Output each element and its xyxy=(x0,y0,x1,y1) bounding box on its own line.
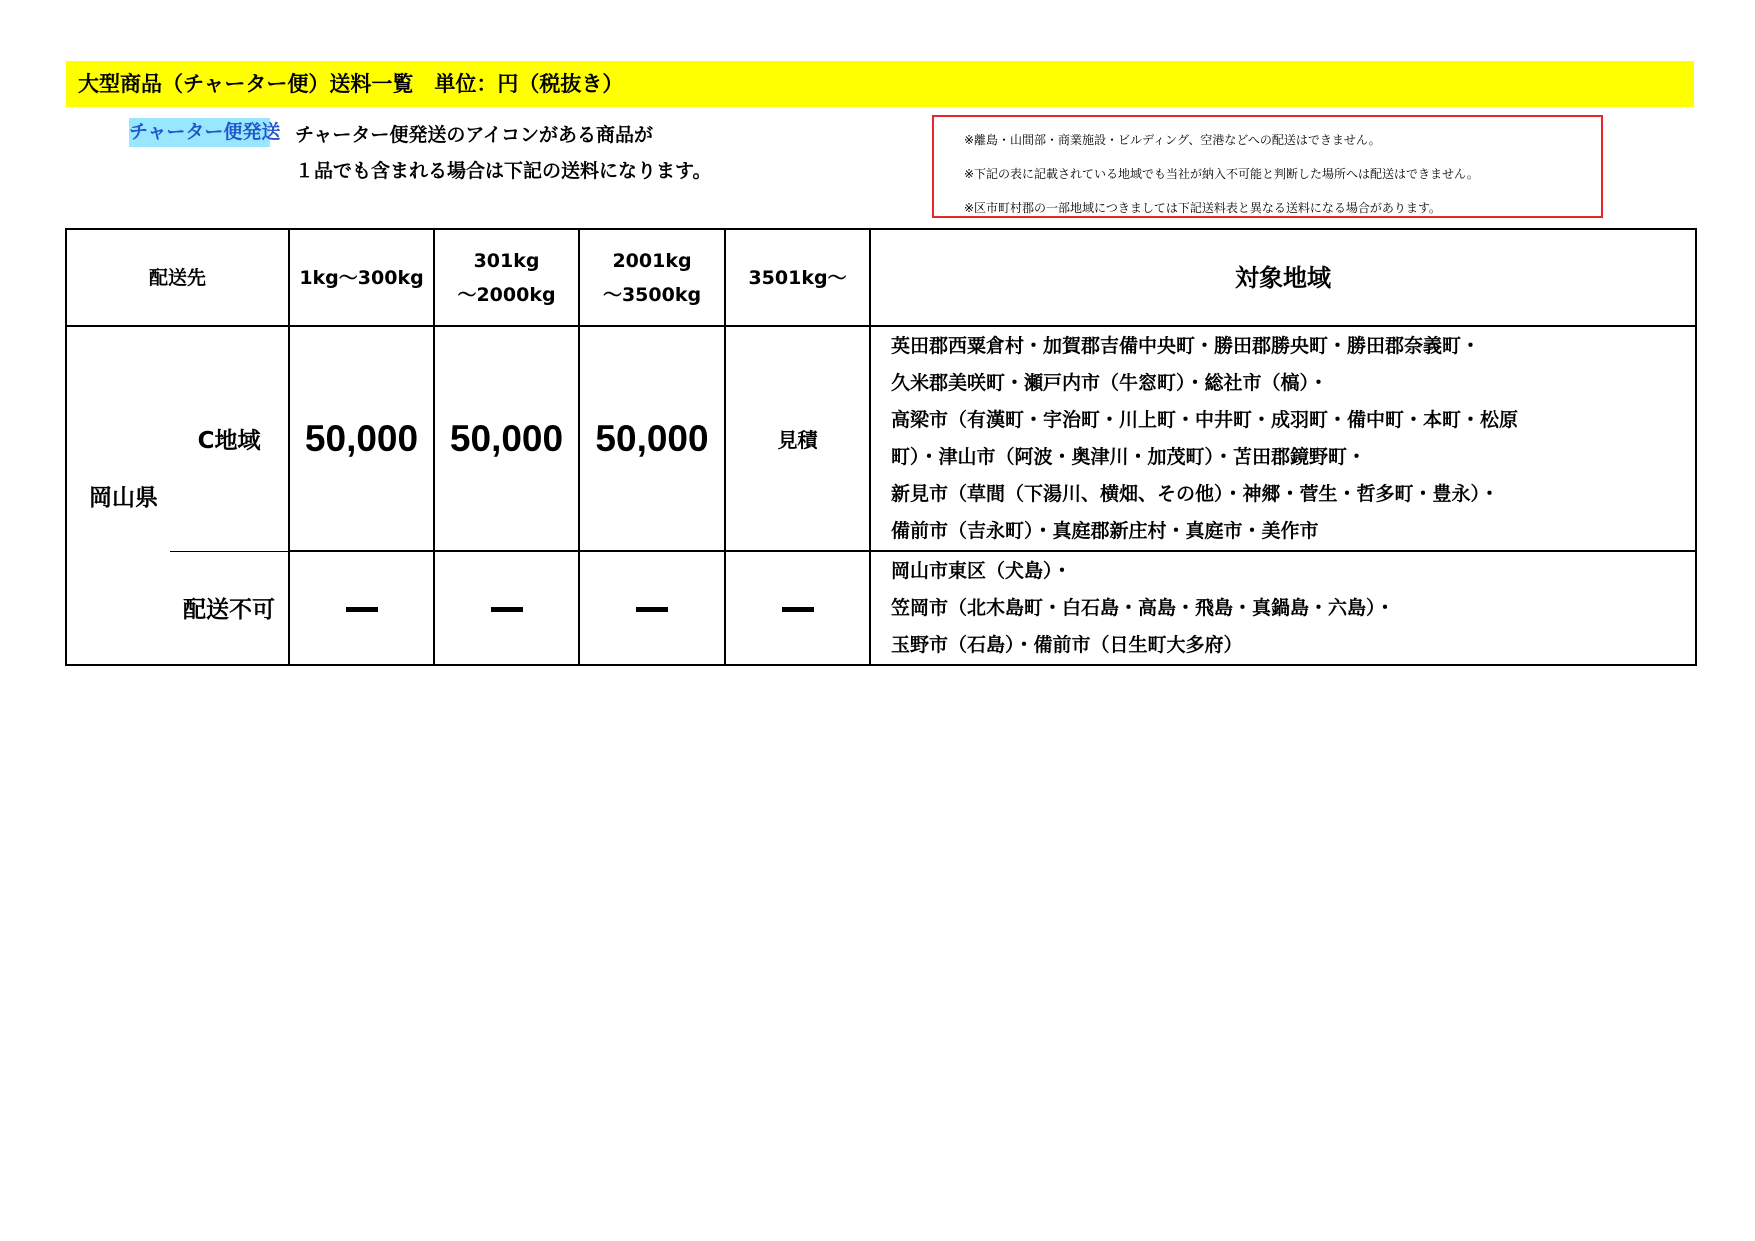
no-delivery-dash-cell xyxy=(725,551,870,665)
no-delivery-dash-cell xyxy=(434,551,579,665)
header-weight-2001-3500 xyxy=(579,229,725,326)
charter-shipping-badge: チャーター便発送 xyxy=(129,118,270,147)
area-line: 町）・津山市（阿波・奥津川・加茂町）・苫田郡鏡野町・ xyxy=(891,446,1367,468)
page-title: 大型商品（チャーター便）送料一覧 単位：円（税抜き） xyxy=(66,61,1694,107)
notes-box xyxy=(932,115,1603,218)
note-1: ※離島・山間部・商業施設・ビルディング、空港などへの配送はできません。 xyxy=(964,133,1381,147)
zone-label-c: C地域 xyxy=(170,326,289,551)
dash-mark xyxy=(346,607,378,612)
header-weight-301-2000-line2: ～2000kg xyxy=(457,283,556,306)
area-line: 久米郡美咲町・瀬戸内市（牛窓町）・総社市（槁）・ xyxy=(891,372,1329,394)
no-delivery-dash-cell xyxy=(289,551,434,665)
table-row-zone-c xyxy=(66,326,1696,551)
dash-mark xyxy=(782,607,814,612)
intro-text-line2: １品でも含まれる場合は下記の送料になります。 xyxy=(295,160,712,182)
header-target-area: 対象地域 xyxy=(870,229,1696,326)
area-line: 岡山市東区（犬島）・ xyxy=(891,560,1072,582)
no-delivery-dash-cell xyxy=(579,551,725,665)
header-weight-2001-3500-line2: ～3500kg xyxy=(602,283,702,306)
area-line: 英田郡西粟倉村・加賀郡吉備中央町・勝田郡勝央町・勝田郡奈義町・ xyxy=(891,335,1481,357)
zone-c-area-list xyxy=(870,326,1696,551)
shipping-rate-table xyxy=(65,228,1697,666)
dash-mark xyxy=(636,607,668,612)
intro-text-line1: チャーター便発送のアイコンがある商品が xyxy=(295,124,653,146)
header-destination: 配送先 xyxy=(66,229,289,326)
price-2001-3500: 50,000 xyxy=(579,326,725,551)
note-2: ※下記の表に記載されている地域でも当社が納入不可能と判断した場所へは配送はできません。 xyxy=(964,167,1479,181)
price-1-300: 50,000 xyxy=(289,326,434,551)
table-row-no-delivery xyxy=(66,551,1696,665)
area-line: 笠岡市（北木島町・白石島・高島・飛島・真鍋島・六島）・ xyxy=(891,597,1395,619)
area-line: 玉野市（石島）・備前市（日生町大多府） xyxy=(891,634,1243,656)
header-weight-3501-plus: 3501kg～ xyxy=(725,229,870,326)
header-weight-301-2000 xyxy=(434,229,579,326)
prefecture-cell: 岡山県 xyxy=(66,326,170,665)
no-delivery-area-list xyxy=(870,551,1696,665)
note-3: ※区市町村郡の一部地域につきましては下記送料表と異なる送料になる場合があります。 xyxy=(964,201,1441,215)
zone-label-no-delivery: 配送不可 xyxy=(170,551,289,665)
header-weight-2001-3500-line1: 2001kg xyxy=(612,249,692,272)
header-weight-1-300: 1kg～300kg xyxy=(289,229,434,326)
area-line: 新見市（草間（下湯川、横畑、その他）・神郷・菅生・哲多町・豊永）・ xyxy=(891,483,1500,505)
header-weight-301-2000-line1: 301kg xyxy=(473,249,540,272)
area-line: 備前市（吉永町）・真庭郡新庄村・真庭市・美作市 xyxy=(891,520,1319,542)
price-301-2000: 50,000 xyxy=(434,326,579,551)
price-3501-plus-quote: 見積 xyxy=(725,326,870,551)
dash-mark xyxy=(491,607,523,612)
table-header-row xyxy=(66,229,1696,326)
area-line: 高梁市（有漢町・宇治町・川上町・中井町・成羽町・備中町・本町・松原 xyxy=(891,409,1519,431)
